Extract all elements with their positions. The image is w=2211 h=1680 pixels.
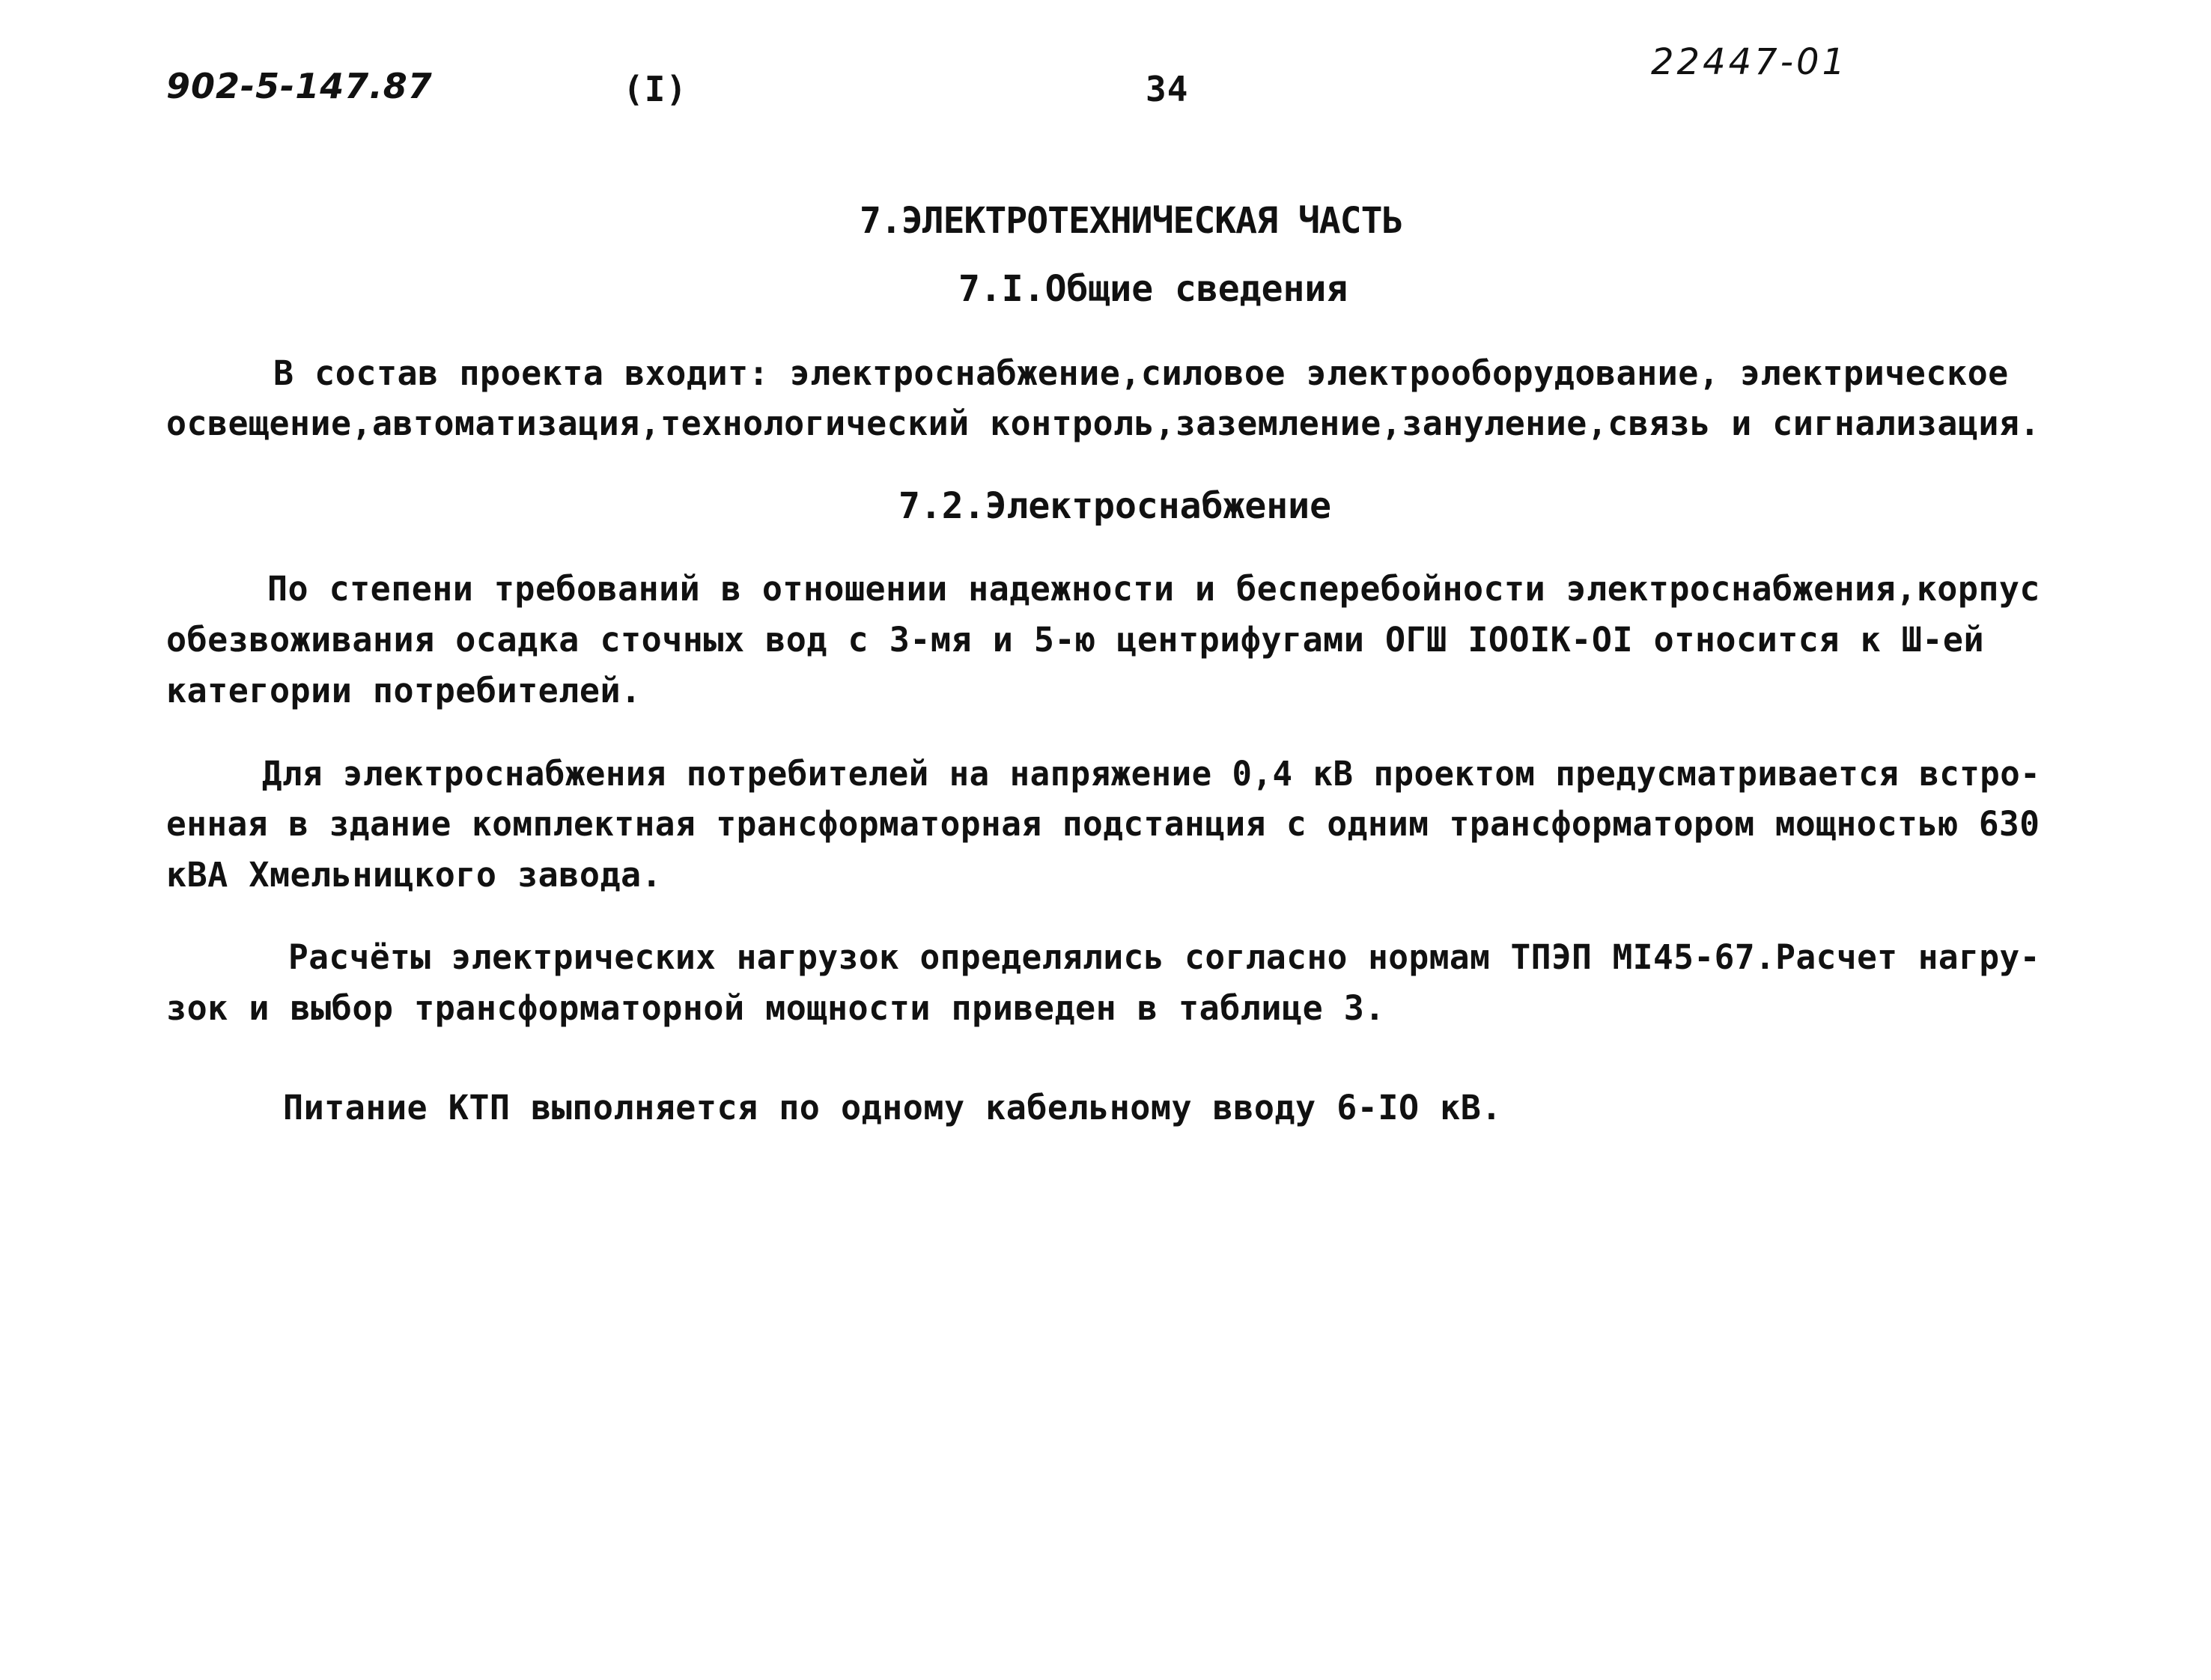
paragraph-line: освещение,автоматизация,технологический контроль,заземление,зануление,связь и сигнализация. <box>166 404 2040 443</box>
paragraph-line: Расчёты электрических нагрузок определялись согласно нормам ТПЭП MI45-67.Расчет нагру- <box>288 937 2040 977</box>
paragraph-line: Питание КТП выполняется по одному кабельному вводу 6-IO кВ. <box>283 1088 1502 1127</box>
paragraph-line: По степени требований в отношении надежности и бесперебойности электроснабжения,корпус <box>267 569 2040 609</box>
section-title: 7.ЭЛЕКТРОТЕХНИЧЕСКАЯ ЧАСТЬ <box>860 200 1403 242</box>
paragraph-line: кВА Хмельницкого завода. <box>166 855 663 895</box>
page-number: 34 <box>1146 69 1189 109</box>
sheet-mark: (I) <box>623 69 688 109</box>
paragraph-line: обезвоживания осадка сточных вод с 3-мя и 5-ю центрифугами ОГШ IOOIК-OI относится к Ш-ей <box>166 620 1985 660</box>
paragraph-line: категории потребителей. <box>166 671 642 710</box>
subsection-title-general: 7.I.Общие сведения <box>958 268 1348 310</box>
paragraph-line: енная в здание комплектная трансформаторная подстанция с одним трансформатором мощностью 630 <box>166 804 2040 844</box>
subsection-title-power-supply: 7.2.Электроснабжение <box>898 485 1331 527</box>
paragraph-line: зок и выбор трансформаторной мощности приведен в таблице 3. <box>166 988 1385 1028</box>
document-code: 902-5-147.87 <box>166 66 433 106</box>
paragraph-text: В состав проекта входит: электроснабжение,силовое электрооборудование, электрическое <box>273 353 2009 393</box>
archive-number: 22447-01 <box>1651 41 1849 83</box>
paragraph-line: Для электроснабжения потребителей на напряжение 0,4 кВ проектом предусматривается встро- <box>262 754 2041 794</box>
paragraph-line <box>273 353 2040 393</box>
